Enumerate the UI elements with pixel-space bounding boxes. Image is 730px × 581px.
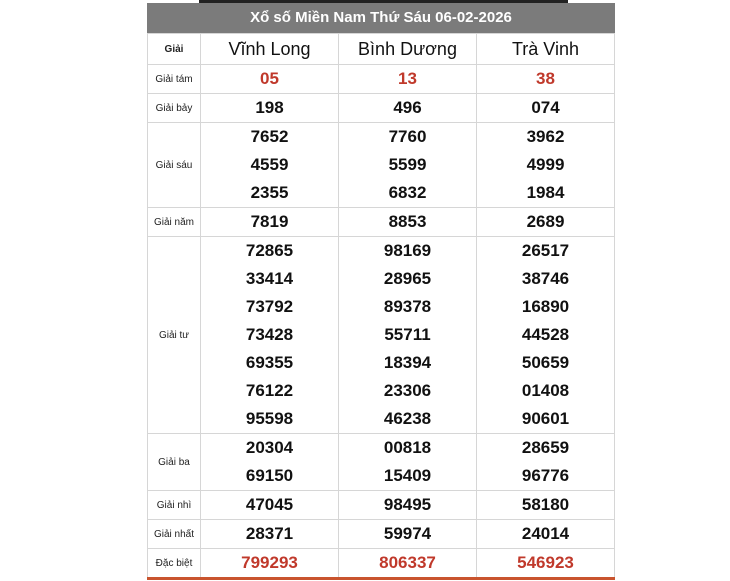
province-binh-duong: Bình Dương — [339, 34, 477, 65]
prize-number: 59974 — [383, 524, 432, 543]
prize-number: 96776 — [521, 466, 570, 485]
prize-number: 806337 — [379, 553, 436, 572]
results-table — [147, 33, 615, 580]
prize-cell — [477, 123, 615, 208]
prize-cell — [201, 237, 339, 434]
prize-number: 50659 — [521, 353, 570, 372]
prize-cell — [477, 65, 615, 94]
prize-number: 89378 — [383, 297, 432, 316]
prize-cell — [477, 94, 615, 123]
prize-number: 46238 — [383, 409, 432, 428]
prize-number: 98495 — [383, 495, 432, 514]
prize-cell — [339, 123, 477, 208]
prize-row — [148, 123, 615, 208]
prize-number: 47045 — [245, 495, 294, 514]
prize-cell — [339, 491, 477, 520]
lottery-results-panel — [147, 3, 615, 580]
prize-cell — [339, 520, 477, 549]
prize-row — [148, 491, 615, 520]
prize-number: 26517 — [521, 241, 570, 260]
prize-number: 24014 — [521, 524, 570, 543]
prize-number: 00818 — [383, 438, 432, 457]
prize-number: 7652 — [250, 127, 289, 146]
prize-number: 76122 — [245, 381, 294, 400]
prize-number: 15409 — [383, 466, 432, 485]
prize-number: 72865 — [245, 241, 294, 260]
prize-number: 95598 — [245, 409, 294, 428]
prize-number: 23306 — [383, 381, 432, 400]
prize-label: Giải tư — [148, 237, 201, 434]
prize-cell — [339, 237, 477, 434]
prize-number: 2689 — [526, 212, 565, 231]
prize-row — [148, 549, 615, 579]
prize-cell — [201, 491, 339, 520]
prize-number: 198 — [255, 98, 284, 117]
prize-number: 33414 — [245, 269, 294, 288]
prize-cell — [201, 208, 339, 237]
prize-number: 4999 — [526, 155, 565, 174]
prize-cell — [201, 65, 339, 94]
prize-number: 799293 — [241, 553, 298, 572]
prize-number: 69150 — [245, 466, 294, 485]
prize-number: 90601 — [521, 409, 570, 428]
prize-cell — [477, 491, 615, 520]
prize-row — [148, 520, 615, 549]
prize-label: Giải bảy — [148, 94, 201, 123]
prize-row — [148, 94, 615, 123]
prize-number: 7760 — [388, 127, 427, 146]
prize-cell — [339, 549, 477, 579]
prize-cell — [201, 123, 339, 208]
prize-number: 73428 — [245, 325, 294, 344]
prize-cell — [339, 208, 477, 237]
prize-label: Đặc biệt — [148, 549, 201, 579]
prize-number: 3962 — [526, 127, 565, 146]
province-tra-vinh: Trà Vinh — [477, 34, 615, 65]
prize-cell — [339, 94, 477, 123]
results-title: Xổ số Miền Nam Thứ Sáu 06-02-2026 — [147, 3, 615, 33]
prize-number: 05 — [260, 69, 279, 88]
prize-label: Giải sáu — [148, 123, 201, 208]
prize-cell — [339, 434, 477, 491]
prize-number: 4559 — [250, 155, 289, 174]
prize-cell — [477, 237, 615, 434]
prize-number: 38746 — [521, 269, 570, 288]
prize-label: Giải nhì — [148, 491, 201, 520]
prize-number: 5599 — [388, 155, 427, 174]
prize-cell — [339, 65, 477, 94]
header-row — [148, 34, 615, 65]
prize-number: 73792 — [245, 297, 294, 316]
prize-cell — [201, 94, 339, 123]
prize-row — [148, 208, 615, 237]
prize-number: 6832 — [388, 183, 427, 202]
prize-number: 18394 — [383, 353, 432, 372]
prize-number: 496 — [393, 98, 422, 117]
prize-number: 2355 — [250, 183, 289, 202]
prize-number: 01408 — [521, 381, 570, 400]
prize-number: 55711 — [384, 325, 431, 344]
prize-number: 1984 — [526, 183, 565, 202]
prize-number: 20304 — [245, 438, 294, 457]
prize-number: 28659 — [521, 438, 570, 457]
prize-row — [148, 65, 615, 94]
prize-number: 38 — [536, 69, 555, 88]
prize-cell — [477, 434, 615, 491]
prize-row — [148, 434, 615, 491]
prize-cell — [201, 549, 339, 579]
prize-number: 58180 — [521, 495, 570, 514]
prize-number: 546923 — [517, 553, 574, 572]
prize-label: Giải năm — [148, 208, 201, 237]
prize-number: 98169 — [383, 241, 432, 260]
prize-number: 16890 — [521, 297, 570, 316]
prize-number: 28371 — [245, 524, 294, 543]
prize-label: Giải tám — [148, 65, 201, 94]
results-body — [148, 65, 615, 579]
prize-number: 13 — [398, 69, 417, 88]
prize-number: 28965 — [383, 269, 432, 288]
prize-cell — [201, 520, 339, 549]
prize-cell — [477, 549, 615, 579]
province-vinh-long: Vĩnh Long — [201, 34, 339, 65]
prize-number: 074 — [531, 98, 560, 117]
prize-cell — [477, 208, 615, 237]
prize-header: Giải — [148, 34, 201, 65]
prize-cell — [201, 434, 339, 491]
prize-number: 69355 — [245, 353, 294, 372]
prize-label: Giải ba — [148, 434, 201, 491]
prize-number: 7819 — [250, 212, 289, 231]
prize-number: 8853 — [388, 212, 427, 231]
prize-row — [148, 237, 615, 434]
prize-number: 44528 — [521, 325, 570, 344]
prize-label: Giải nhất — [148, 520, 201, 549]
prize-cell — [477, 520, 615, 549]
